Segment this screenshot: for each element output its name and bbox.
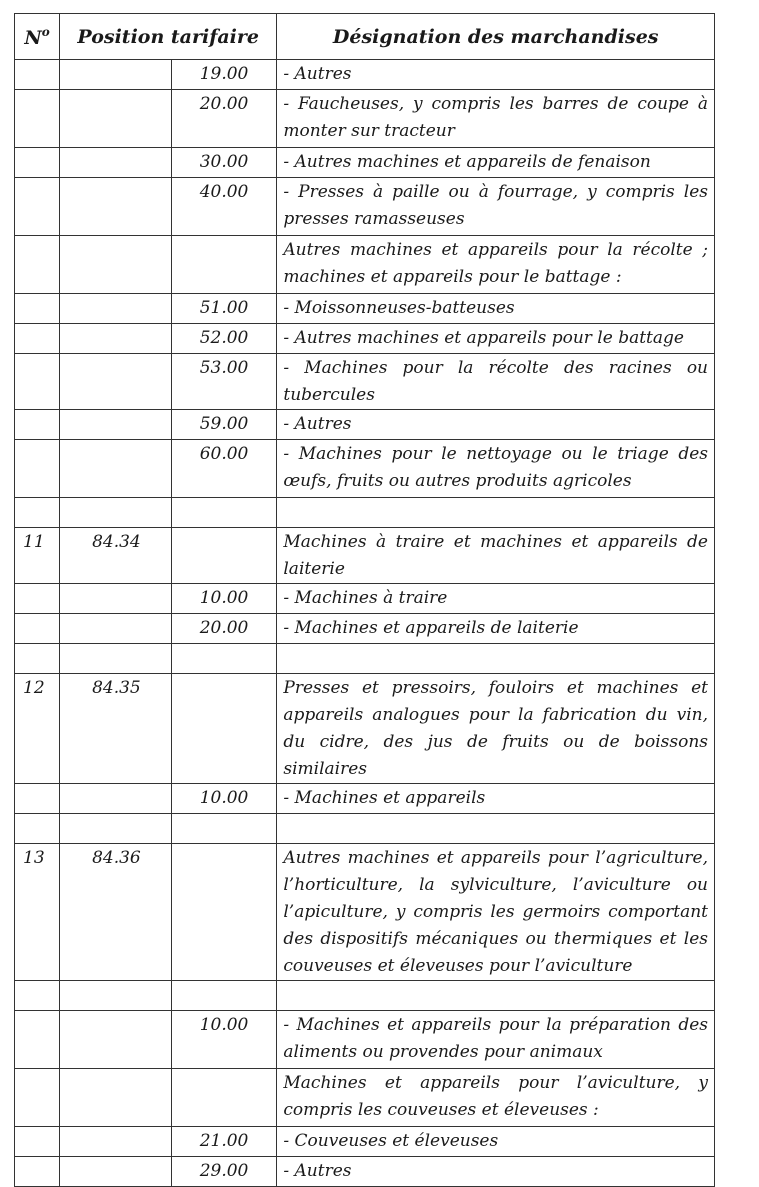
row-number [15,614,59,615]
row-position-cell [60,844,172,981]
row-subheading-cell [172,236,277,294]
table-body [15,60,715,1187]
row-position-cell [60,324,172,354]
row-position-cell [60,1011,172,1069]
row-position [60,1011,171,1012]
row-number-cell [15,784,60,814]
row-number [15,981,59,982]
row-designation-cell [277,148,715,178]
row-designation-cell [277,844,715,981]
row-position-cell [60,1157,172,1187]
row-number [15,1157,59,1158]
row-designation: - Moissonneuses-batteuses [283,298,515,318]
row-designation-cell [277,354,715,410]
row-designation: - Couveuses et éleveuses [283,1131,499,1151]
row-designation [277,814,714,815]
row-designation: - Autres [283,414,352,434]
table-row [15,1011,715,1069]
row-subheading [172,1069,276,1070]
row-number [15,784,59,785]
row-subheading [172,528,276,529]
row-position-cell [60,90,172,148]
row-position: 84.34 [92,532,141,552]
row-position-cell [60,814,172,844]
row-position-cell [60,674,172,784]
row-subheading [172,674,276,675]
row-number [15,1011,59,1012]
row-number [15,178,59,179]
row-number-cell [15,814,60,844]
header-number-sup: o [41,25,50,40]
row-subheading: 60.00 [199,444,249,464]
row-designation-cell [277,410,715,440]
row-number-cell [15,90,60,148]
row-number-cell [15,584,60,614]
row-subheading-cell [172,981,277,1011]
row-number [15,410,59,411]
row-number [15,294,59,295]
row-designation-cell [277,90,715,148]
table-row [15,844,715,981]
row-number-cell [15,1157,60,1187]
row-subheading: 21.00 [199,1131,249,1151]
table-row [15,814,715,844]
row-number-cell [15,844,60,981]
row-position-cell [60,178,172,236]
row-position: 84.36 [92,848,141,868]
row-subheading [172,844,276,845]
row-number-cell [15,60,60,90]
row-position [60,410,171,411]
row-subheading-cell [172,1069,277,1127]
row-position-cell [60,236,172,294]
row-designation-cell [277,1011,715,1069]
row-number-cell [15,410,60,440]
row-designation-cell [277,236,715,294]
row-designation: - Machines pour le nettoyage ou le triage des œufs, fruits ou autres produits agricoles [283,444,708,491]
row-position [60,178,171,179]
row-number-cell [15,440,60,498]
row-designation-cell [277,674,715,784]
row-number [15,498,59,499]
table-row [15,528,715,584]
table-row [15,1127,715,1157]
row-position [60,354,171,355]
row-position [60,584,171,585]
row-subheading-cell [172,844,277,981]
row-subheading: 59.00 [199,414,249,434]
row-subheading [172,236,276,237]
table-row [15,90,715,148]
table-row [15,1069,715,1127]
row-position [60,1127,171,1128]
row-number-cell [15,178,60,236]
table-row [15,148,715,178]
row-subheading: 10.00 [199,1015,249,1035]
row-designation-cell [277,981,715,1011]
row-subheading: 20.00 [199,618,249,638]
header-position: Position tarifaire [60,14,277,60]
row-designation-cell [277,784,715,814]
row-designation-cell [277,814,715,844]
row-position-cell [60,354,172,410]
row-position-cell [60,148,172,178]
row-position-cell [60,1127,172,1157]
row-position-cell [60,981,172,1011]
row-position [60,1157,171,1158]
row-position-cell [60,1069,172,1127]
row-number: 13 [23,848,45,868]
table-row [15,584,715,614]
row-position: 84.35 [92,678,141,698]
row-designation-cell [277,1157,715,1187]
row-position [60,294,171,295]
row-position [60,498,171,499]
row-number-cell [15,236,60,294]
row-subheading-cell [172,644,277,674]
row-designation: Machines et appareils pour l’aviculture, y compris les couveuses et éleveuses : [283,1073,708,1120]
row-subheading-cell [172,814,277,844]
row-number-cell [15,1127,60,1157]
row-position-cell [60,784,172,814]
row-subheading: 10.00 [199,588,249,608]
row-position-cell [60,440,172,498]
table-row [15,410,715,440]
row-subheading: 10.00 [199,788,249,808]
row-designation: - Autres [283,1161,352,1181]
row-subheading [172,644,276,645]
row-position [60,614,171,615]
row-designation-cell [277,324,715,354]
row-designation: - Machines et appareils de laiterie [283,618,579,638]
row-number: 12 [23,678,45,698]
table-row [15,354,715,410]
row-subheading: 19.00 [199,64,249,84]
row-subheading-cell [172,584,277,614]
row-subheading: 29.00 [199,1161,249,1181]
row-position-cell [60,294,172,324]
row-subheading-cell [172,440,277,498]
row-number [15,90,59,91]
row-position-cell [60,410,172,440]
row-subheading-cell [172,1011,277,1069]
row-number [15,354,59,355]
tariff-table [14,13,715,1187]
row-designation-cell [277,178,715,236]
row-designation: Machines à traire et machines et appareils de laiterie [283,532,708,579]
header-number [15,14,60,60]
row-number-cell [15,354,60,410]
table-row [15,1157,715,1187]
row-subheading: 20.00 [199,94,249,114]
row-position [60,981,171,982]
row-designation: - Faucheuses, y compris les barres de coupe à monter sur tracteur [283,94,708,141]
table-header [15,14,715,60]
row-subheading-cell [172,614,277,644]
row-number-cell [15,528,60,584]
row-designation: - Autres machines et appareils pour le battage [283,328,684,348]
table-row [15,60,715,90]
row-number-cell [15,148,60,178]
row-designation: - Machines et appareils pour la préparation des aliments ou provendes pour animaux [283,1015,708,1062]
row-number-cell [15,981,60,1011]
row-subheading [172,981,276,982]
row-subheading-cell [172,90,277,148]
row-subheading-cell [172,410,277,440]
header-designation: Désignation des marchandises [277,14,715,60]
row-designation-cell [277,440,715,498]
row-designation-cell [277,498,715,528]
table-row [15,440,715,498]
row-designation-cell [277,614,715,644]
row-number [15,584,59,585]
row-position [60,814,171,815]
row-designation-cell [277,644,715,674]
row-number-cell [15,294,60,324]
row-designation: - Autres machines et appareils de fenaison [283,152,651,172]
row-subheading-cell [172,498,277,528]
row-designation: - Machines à traire [283,588,448,608]
table-row [15,644,715,674]
row-number-cell [15,674,60,784]
row-number [15,236,59,237]
row-designation-cell [277,584,715,614]
row-number-cell [15,644,60,674]
row-position [60,784,171,785]
row-position-cell [60,614,172,644]
row-number-cell [15,324,60,354]
row-position [60,60,171,61]
row-number-cell [15,1069,60,1127]
row-position [60,440,171,441]
row-subheading [172,814,276,815]
row-designation [277,981,714,982]
table-row [15,236,715,294]
row-subheading-cell [172,324,277,354]
row-number-cell [15,498,60,528]
row-position [60,1069,171,1070]
row-designation: Presses et pressoirs, fouloirs et machines et appareils analogues pour la fabrication du vin, du cidre, des jus de fruits ou de boissons similaires [283,678,708,779]
row-designation-cell [277,1069,715,1127]
row-number [15,324,59,325]
row-position [60,148,171,149]
row-subheading-cell [172,674,277,784]
row-number [15,1127,59,1128]
row-designation [277,644,714,645]
row-number-cell [15,1011,60,1069]
row-designation-cell [277,528,715,584]
row-designation: - Presses à paille ou à fourrage, y compris les presses ramasseuses [283,182,708,229]
row-designation: Autres machines et appareils pour la récolte ; machines et appareils pour le battage : [283,240,708,287]
row-designation: - Machines et appareils [283,788,486,808]
row-subheading-cell [172,1157,277,1187]
row-subheading-cell [172,60,277,90]
row-position-cell [60,60,172,90]
row-position-cell [60,644,172,674]
row-designation-cell [277,1127,715,1157]
row-subheading-cell [172,784,277,814]
row-position-cell [60,528,172,584]
row-subheading [172,498,276,499]
row-designation-cell [277,294,715,324]
row-designation: - Machines pour la récolte des racines ou tubercules [283,358,708,405]
row-subheading: 52.00 [199,328,249,348]
header-number-label: N [24,26,42,49]
row-subheading: 51.00 [199,298,249,318]
row-subheading-cell [172,1127,277,1157]
table-row [15,981,715,1011]
row-position [60,324,171,325]
row-number [15,148,59,149]
row-number: 11 [23,532,45,552]
table-row [15,674,715,784]
row-subheading-cell [172,294,277,324]
row-position [60,90,171,91]
row-subheading: 30.00 [199,152,249,172]
row-number [15,644,59,645]
row-subheading: 40.00 [199,182,249,202]
table-row [15,178,715,236]
table-row [15,324,715,354]
row-position [60,236,171,237]
row-position-cell [60,498,172,528]
row-subheading-cell [172,528,277,584]
row-number [15,440,59,441]
row-position [60,644,171,645]
row-designation [277,498,714,499]
row-position-cell [60,584,172,614]
row-designation: Autres machines et appareils pour l’agriculture, l’horticulture, la sylviculture, l’aviculture ou l’apiculture, y compris les germoirs comportant des dispositifs mécaniques ou thermiques et les couveuses et éleveuses pour l’aviculture [283,848,708,976]
row-subheading-cell [172,178,277,236]
tariff-page [14,13,715,1187]
row-number [15,1069,59,1070]
table-row [15,614,715,644]
row-number [15,60,59,61]
row-designation-cell [277,60,715,90]
row-number-cell [15,614,60,644]
row-number [15,814,59,815]
table-row [15,294,715,324]
row-designation: - Autres [283,64,352,84]
row-subheading-cell [172,148,277,178]
table-row [15,784,715,814]
row-subheading: 53.00 [199,358,249,378]
row-subheading-cell [172,354,277,410]
table-row [15,498,715,528]
